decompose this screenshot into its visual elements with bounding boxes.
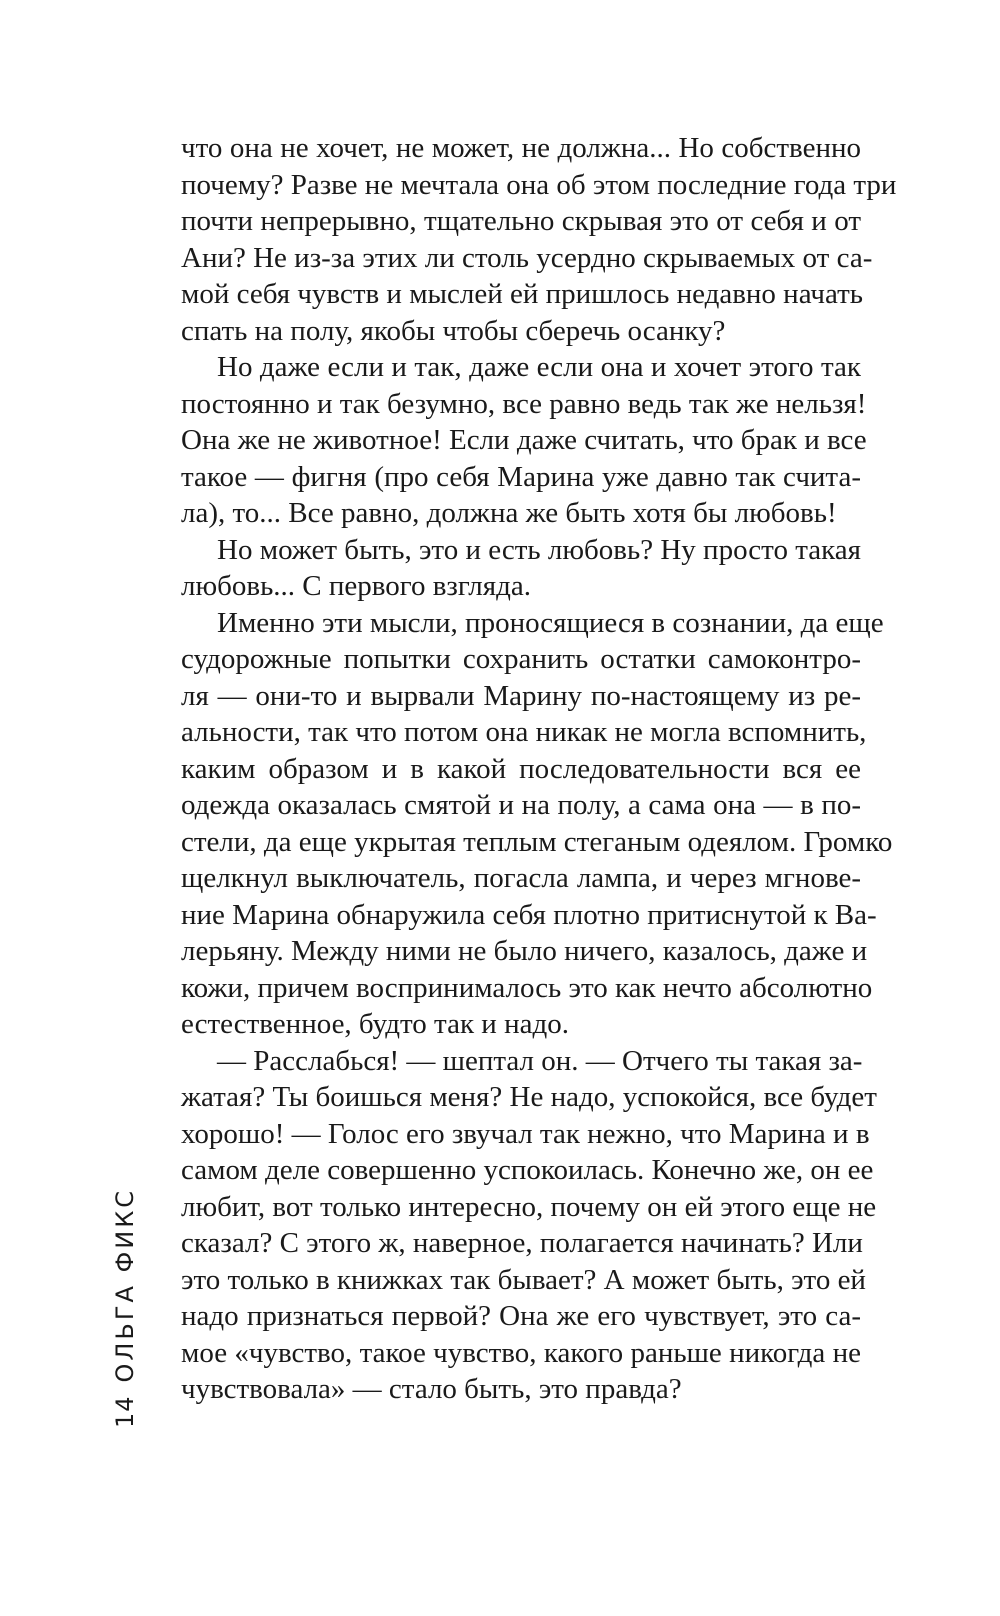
text-line: Но даже если и так, даже если она и хочет этого так [217, 351, 861, 383]
text-line: такое — фигня (про себя Марина уже давно так счита- [181, 460, 861, 493]
text-line: чувствовала» — стало быть, это правда? [181, 1373, 682, 1405]
text-line: мой себя чувств и мыслей ей пришлось недавно начать [181, 278, 864, 310]
paragraph [181, 532, 861, 605]
paragraph [181, 130, 897, 349]
paragraph [181, 605, 893, 1043]
text-line: одежда оказалась смятой и на полу, а сама она — в по- [181, 789, 861, 821]
text-line: кожи, причем воспринималось это как нечто абсолютно [181, 971, 873, 1004]
text-line: каким образом и в какой последовательности вся ее [181, 752, 861, 785]
text-line: лерьяну. Между ними не было ничего, казалось, даже и [181, 935, 868, 967]
text-line: любит, вот только интересно, почему он ей этого еще не [181, 1190, 877, 1223]
text-line: альности, так что потом она никак не могла вспомнить, [181, 716, 867, 748]
text-line: постоянно и так безумно, все равно ведь так же нельзя! [181, 387, 867, 420]
text-line: спать на полу, якобы чтобы сберечь осанку? [181, 314, 726, 347]
text-line: Но может быть, это и есть любовь? Ну просто такая [217, 533, 861, 566]
body-text [181, 130, 897, 1408]
text-line: Ани? Не из-за этих ли столь усердно скрываемых от са- [181, 241, 873, 274]
page-number: 14 [111, 1395, 139, 1428]
text-line: жатая? Ты боишься меня? Не надо, успокойся, все будет [181, 1081, 877, 1113]
text-line: ла), то... Все равно, должна же быть хотя бы любовь! [181, 497, 837, 529]
text-line: сказал? С этого ж, наверное, полагается начинать? Или [181, 1227, 863, 1259]
text-line: почти непрерывно, тщательно скрывая это от себя и от [181, 205, 861, 237]
text-line: это только в книжках так бывает? А может быть, это ей [181, 1263, 866, 1296]
text-line: самом деле совершенно успокоилась. Конечно же, он ее [181, 1154, 874, 1186]
author-name: ОЛЬГА ФИКС [111, 1188, 139, 1383]
text-line: Именно эти мысли, проносящиеся в сознании, да еще [217, 606, 884, 639]
text-line: щелкнул выключатель, погасла лампа, и через мгнове- [181, 862, 861, 894]
paragraph [181, 349, 867, 532]
text-line: стели, да еще укрытая теплым стеганым одеялом. Громко [181, 825, 893, 858]
text-line: ние Марина обнаружила себя плотно притиснутой к Ва- [181, 898, 877, 931]
text-line: мое «чувство, такое чувство, какого раньше никогда не [181, 1336, 861, 1369]
running-head-rotated [100, 1188, 150, 1428]
text-line: ля — они-то и вырвали Марину по-настоящему из ре- [181, 679, 861, 712]
text-line: почему? Разве не мечтала она об этом последние года три [181, 168, 897, 201]
text-line: любовь... С первого взгляда. [181, 570, 531, 602]
text-line: что она не хочет, не может, не должна... Но собственно [181, 132, 861, 164]
text-line: Она же не животное! Если даже считать, что брак и все [181, 424, 867, 456]
text-line: естественное, будто так и надо. [181, 1008, 569, 1040]
text-line: хорошо! — Голос его звучал так нежно, что Марина и в [181, 1117, 870, 1150]
text-line: надо признаться первой? Она же его чувствует, это са- [181, 1300, 861, 1332]
text-line: судорожные попытки сохранить остатки самоконтро- [181, 643, 861, 675]
paragraph [181, 1043, 877, 1408]
text-line: — Расслабься! — шептал он. — Отчего ты такая за- [217, 1044, 863, 1077]
running-head [100, 1188, 150, 1428]
